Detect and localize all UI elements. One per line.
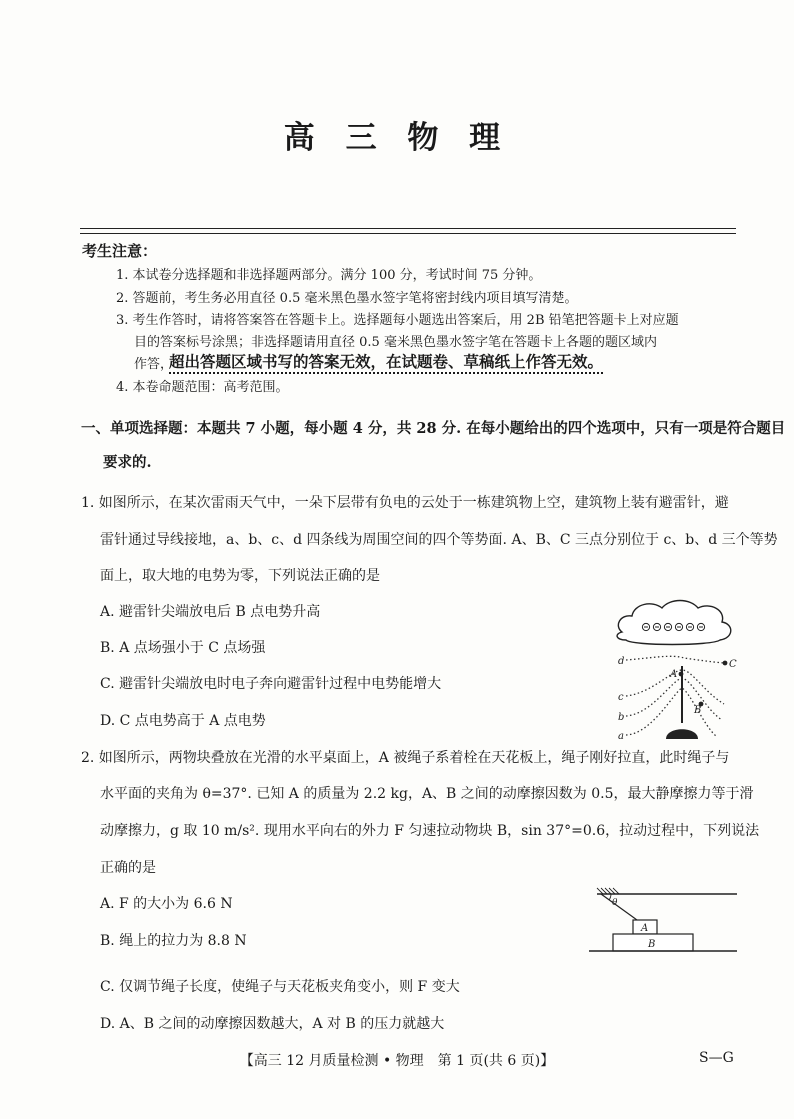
q1-option-d: D. C 点电势高于 A 点电势 <box>100 713 266 729</box>
label-block-A: A <box>641 923 649 934</box>
footer-code: S—G <box>699 1050 734 1066</box>
q2-figure-blocks <box>585 888 740 958</box>
divider-top <box>80 228 736 229</box>
label-C: C <box>729 659 737 670</box>
notice-item-1: 1. 本试卷分选择题和非选择题两部分。满分 100 分，考试时间 75 分钟。 <box>116 268 542 283</box>
notice-item-3-cont2: 作答， <box>134 357 174 372</box>
q1-stem-line-1: 1. 如图所示，在某次雷雨天气中，一朵下层带有负电的云处于一栋建筑物上空，建筑物上装有避雷针，避 <box>81 495 729 511</box>
section-heading: 一、单项选择题：本题共 7 小题，每小题 4 分，共 28 分. 在每小题给出的四个选项中，只有一项是符合题目 <box>81 420 786 437</box>
label-b: b <box>618 712 625 723</box>
notice-emphasis: 超出答题区域书写的答案无效，在试题卷、草稿纸上作答无效。 <box>169 353 604 371</box>
footer-page-info: 【高三 12 月质量检测 • 物理 第 1 页(共 6 页)】 <box>239 1053 555 1069</box>
q1-stem-line-2: 雷针通过导线接地，a、b、c、d 四条线为周围空间的四个等势面. A、B、C 三点分别位于 c、b、d 三个等势 <box>100 532 778 548</box>
notice-item-3: 3. 考生作答时，请将答案答在答题卡上。选择题每小题选出答案后，用 2B 铅笔把答题卡上对应题 <box>116 313 679 328</box>
angle-arc <box>609 894 611 900</box>
q2-option-d: D. A、B 之间的动摩擦因数越大，A 对 B 的压力就越大 <box>100 1016 445 1032</box>
cloud-shape <box>617 601 731 645</box>
label-theta: θ <box>612 898 618 908</box>
q1-option-a: A. 避雷针尖端放电后 B 点电势升高 <box>100 604 321 620</box>
q1-option-b: B. A 点场强小于 C 点场强 <box>100 640 266 656</box>
q2-stem-line-1: 2. 如图所示，两物块叠放在光滑的水平桌面上，A 被绳子系着栓在天花板上，绳子刚好拉直，此时绳子与 <box>81 750 730 766</box>
notice-item-4: 4. 本卷命题范围：高考范围。 <box>116 380 289 395</box>
rope <box>601 894 637 920</box>
q1-stem-line-3: 面上，取大地的电势为零，下列说法正确的是 <box>100 568 380 584</box>
point-A-dot <box>679 672 684 677</box>
page-title: 高 三 物 理 <box>283 120 511 156</box>
notice-heading: 考生注意： <box>82 242 158 260</box>
ceiling-hatch <box>597 888 619 894</box>
divider-top-2 <box>80 233 736 234</box>
label-B: B <box>694 705 702 716</box>
q2-stem-line-3: 动摩擦力，g 取 10 m/s². 现用水平向右的外力 F 匀速拉动物块 B，sin 37°=0.6，拉动过程中，下列说法 <box>100 823 760 839</box>
label-A: A <box>670 669 678 680</box>
label-c: c <box>618 692 624 703</box>
q2-stem-line-4: 正确的是 <box>100 860 156 876</box>
notice-item-2: 2. 答题前，考生务必用直径 0.5 毫米黑色墨水签字笔将密封线内项目填写清楚。 <box>116 291 578 306</box>
q2-stem-line-2: 水平面的夹角为 θ=37°. 已知 A 的质量为 2.2 kg，A、B 之间的动摩擦因数为 0.5，最大静摩擦力等于滑 <box>100 786 754 802</box>
label-d: d <box>618 656 625 667</box>
q2-option-c: C. 仅调节绳子长度，使绳子与天花板夹角变小，则 F 变大 <box>100 979 460 995</box>
point-C-dot <box>723 661 728 666</box>
q2-option-a: A. F 的大小为 6.6 N <box>100 896 233 912</box>
q2-option-b: B. 绳上的拉力为 8.8 N <box>100 933 247 949</box>
section-heading-cont: 要求的. <box>103 454 152 471</box>
label-a: a <box>618 731 624 742</box>
q1-figure-lightning-rod <box>612 596 742 741</box>
notice-item-3-cont: 目的答案标号涂黑；非选择题请用直径 0.5 毫米黑色墨水签字笔在答题卡上各题的题区域内 <box>134 335 657 350</box>
q1-option-c: C. 避雷针尖端放电时电子奔向避雷针过程中电势能增大 <box>100 676 442 692</box>
label-block-B: B <box>648 939 656 950</box>
building-dome <box>666 729 698 739</box>
